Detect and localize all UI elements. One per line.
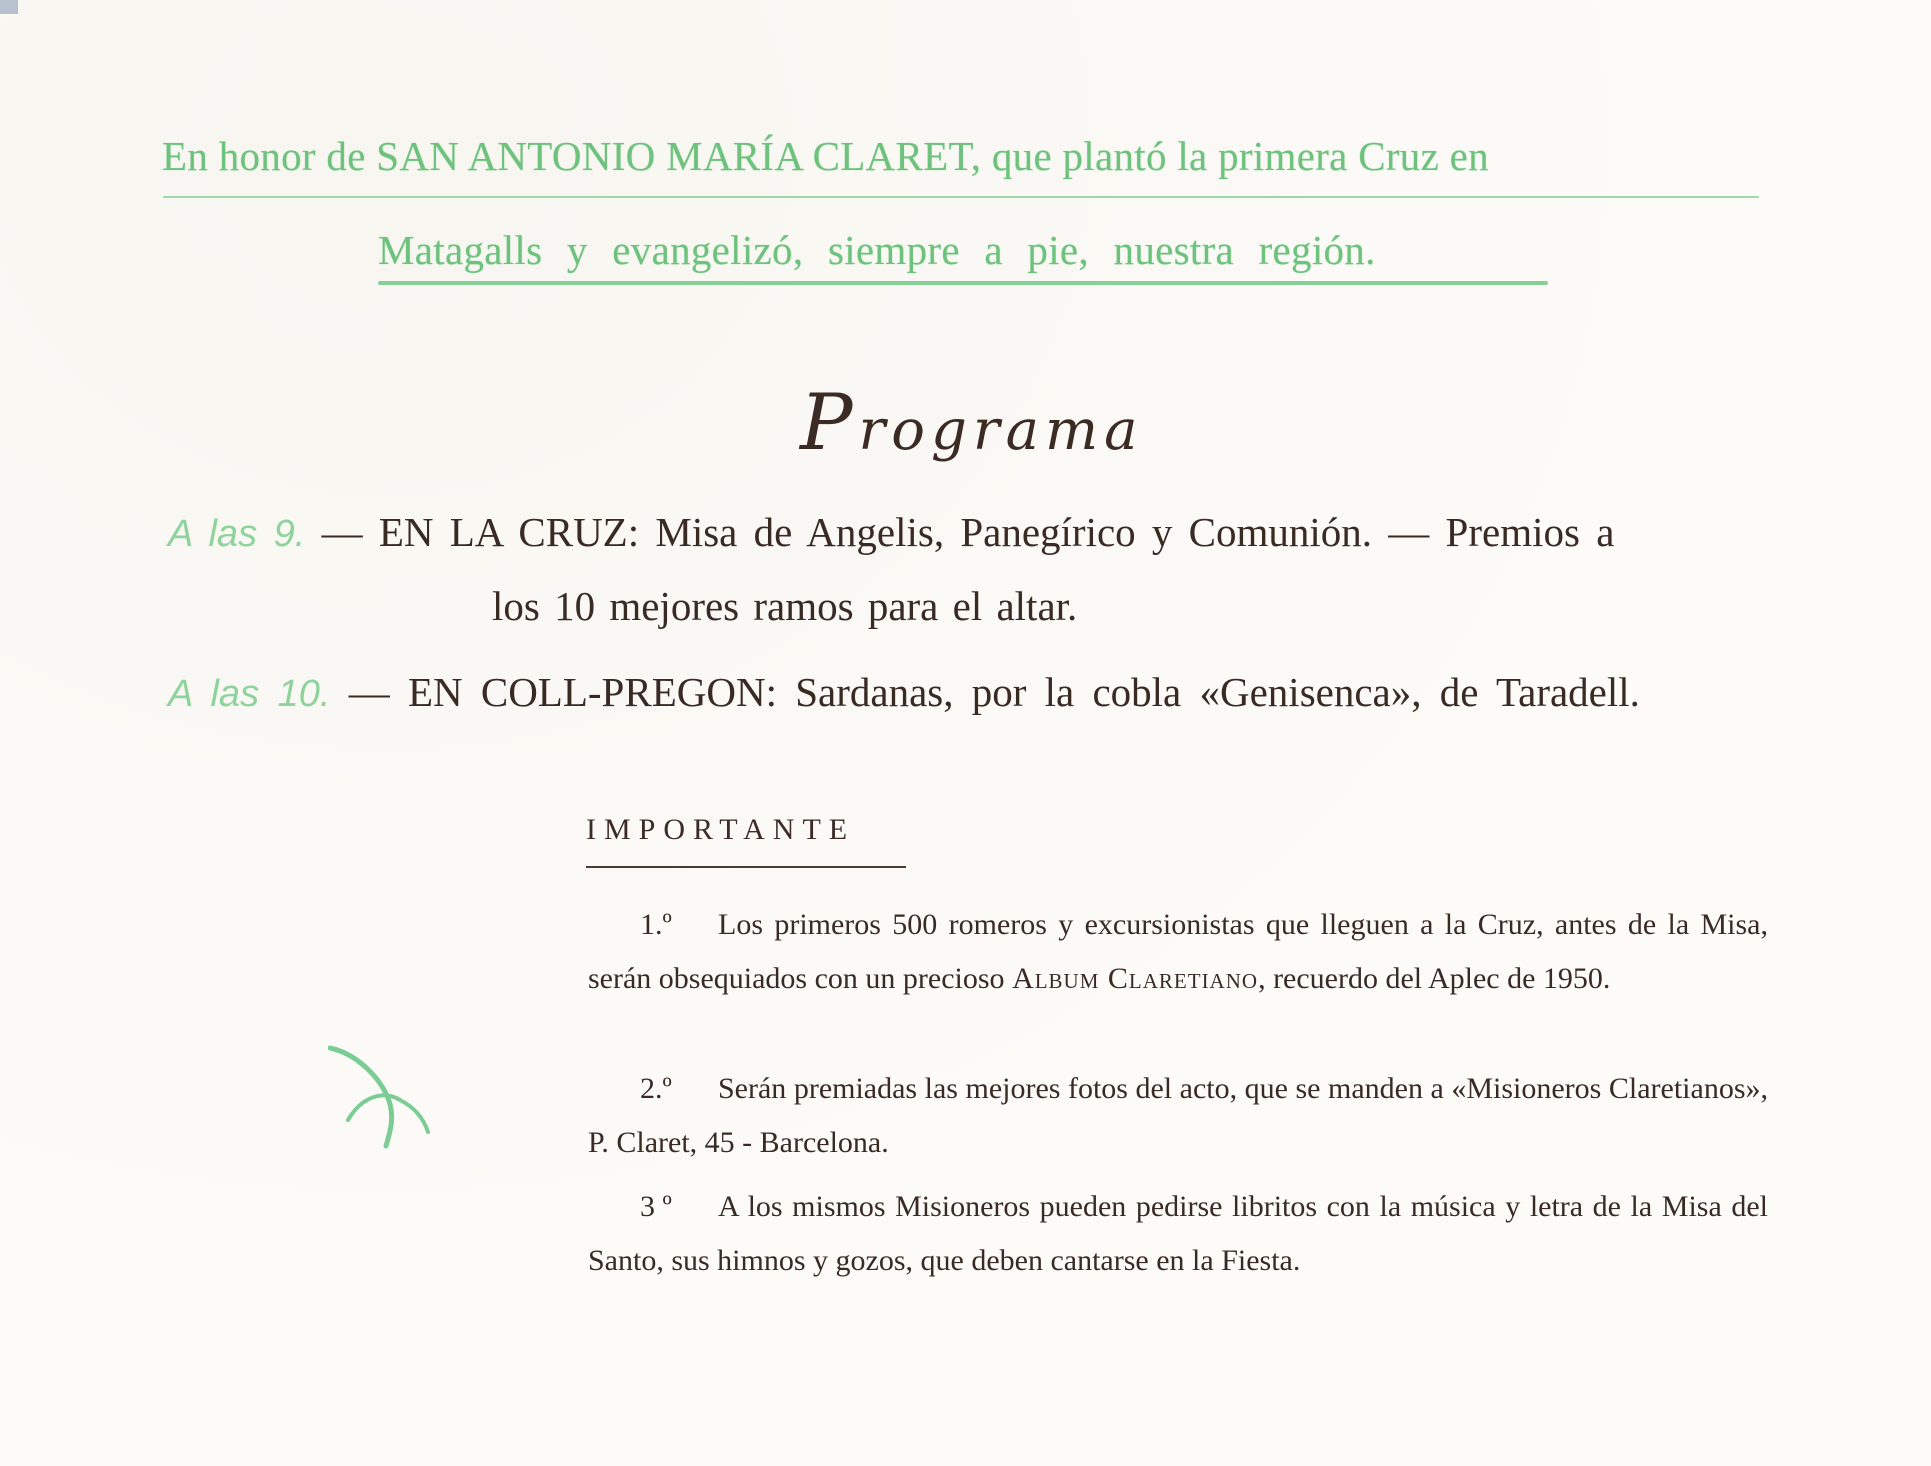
title-rest: rograma [858, 398, 1144, 463]
program-time: A las 10. [168, 673, 331, 715]
note-number: 1.º [640, 908, 672, 941]
dedication-rule-1 [163, 196, 1759, 198]
note-number: 3 º [640, 1190, 672, 1223]
dedication-rule-2 [378, 281, 1548, 285]
note-2 [588, 1062, 1768, 1170]
note-emphasis: Album Claretiano [1012, 962, 1259, 995]
note-text: Serán premiadas las mejores fotos del acto, que se manden a «Misioneros Claretianos», P. Claret, 45 - Barcelona. [588, 1072, 1768, 1159]
page-title [800, 378, 1143, 468]
title-initial: P [800, 378, 859, 468]
program-item-1-continuation: los 10 mejores ramos para el altar. [492, 583, 1078, 629]
important-rule [586, 866, 906, 868]
program-item-2 [168, 668, 1640, 716]
note-text: A los mismos Misioneros pueden pedirse libritos con la música y letra de la Misa del Santo, sus himnos y gozos, que deben cantarse en la Fiesta. [588, 1190, 1768, 1277]
dedication-line-2: Matagalls y evangelizó, siempre a pie, nuestra región. [378, 227, 1376, 273]
note-number: 2.º [640, 1072, 672, 1105]
note-text: Los primeros 500 romeros y excursionistas que lleguen a la Cruz, antes de la Misa, serán obsequiados con un precioso [588, 908, 1768, 995]
scan-edge [0, 0, 18, 14]
note-1 [588, 898, 1768, 1006]
cross-sprig-icon [328, 1040, 438, 1150]
important-heading: IMPORTANTE [586, 813, 856, 846]
note-3 [588, 1180, 1768, 1288]
dedication-line-1: En honor de SAN ANTONIO MARÍA CLARET, que plantó la primera Cruz en [162, 133, 1489, 179]
program-text: — EN LA CRUZ: Misa de Angelis, Panegírico y Comunión. — Premios a [321, 509, 1615, 555]
program-item-1 [168, 508, 1614, 556]
program-time: A las 9. [168, 513, 306, 555]
note-text-after: , recuerdo del Aplec de 1950. [1258, 962, 1611, 995]
program-text: — EN COLL-PREGON: Sardanas, por la cobla «Genisenca», de Taradell. [348, 669, 1640, 715]
